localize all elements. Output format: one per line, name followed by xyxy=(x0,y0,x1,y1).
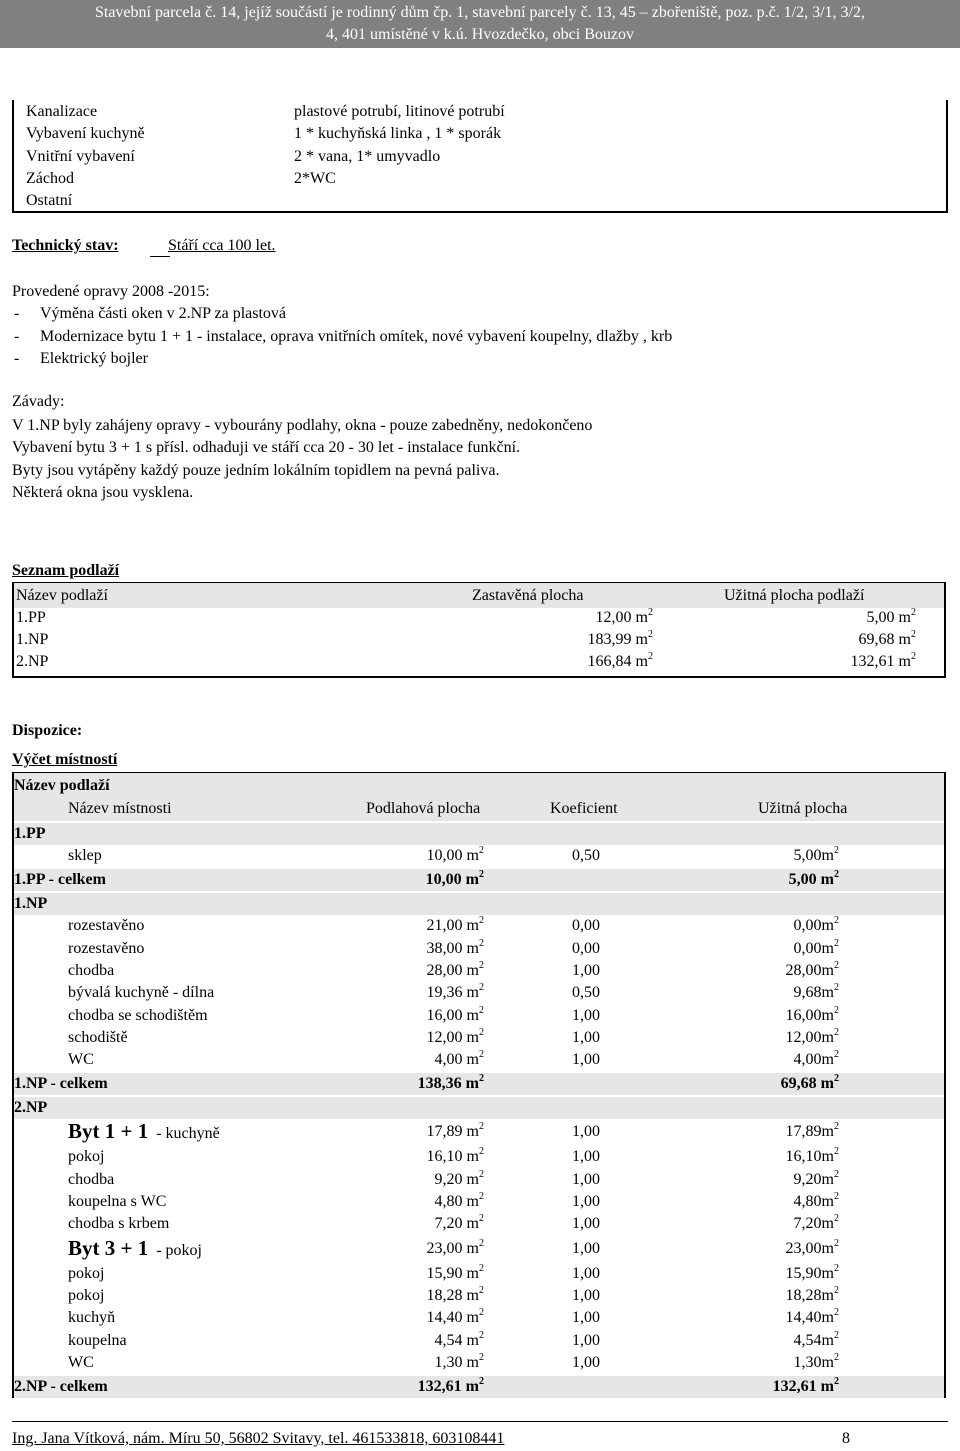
unit-superscript: 2 xyxy=(834,1168,839,1180)
room-coefficient: 1,00 xyxy=(572,1264,600,1282)
rooms-header-floor: Název podlaží xyxy=(14,777,110,794)
room-usable-area xyxy=(785,959,839,980)
room-name: WC xyxy=(68,1051,94,1069)
floor-built-area-text: 166,84 m xyxy=(587,653,648,670)
unit-superscript: 2 xyxy=(479,1262,484,1274)
room-usable-area-text: 28,00m xyxy=(785,961,834,979)
room-floor-area xyxy=(427,1123,484,1141)
room-name: bývalá kuchyně - dílna xyxy=(68,984,215,1002)
group-total-area-text: 132,61 m xyxy=(417,1378,479,1396)
room-usable-area xyxy=(786,1148,839,1166)
floors-header-usable: Užitná plocha podlaží xyxy=(724,587,865,604)
room-usable-area xyxy=(794,1215,839,1233)
unit-superscript: 2 xyxy=(479,1213,484,1225)
room-name: koupelna xyxy=(68,1331,127,1349)
rooms-header-area: Podlahová plocha xyxy=(366,800,481,817)
room-floor-area xyxy=(426,1262,484,1283)
room-usable-area-text: 16,10m xyxy=(785,1148,834,1166)
dispo-title: Dispozice: xyxy=(12,722,83,739)
defect-line: Některá okna jsou vysklena. xyxy=(12,483,194,501)
room-usable-area-text: 0,00m xyxy=(793,939,834,957)
rooms-header-room: Název místnosti xyxy=(68,800,172,817)
room-floor-area-text: 14,40 m xyxy=(426,1309,479,1327)
unit-superscript: 2 xyxy=(479,937,484,949)
room-usable-area xyxy=(793,1329,839,1350)
room-usable-area-text: 0,00m xyxy=(793,917,834,935)
room-floor-area-text: 10,00 m xyxy=(426,847,479,864)
room-floor-area xyxy=(434,1168,484,1189)
unit-superscript: 2 xyxy=(479,915,484,927)
room-coefficient: 1,00 xyxy=(572,1215,600,1233)
dispo-subtitle: Výčet místností xyxy=(12,751,118,768)
room-coefficient: 1,00 xyxy=(572,1170,600,1188)
room-name: kuchyň xyxy=(68,1309,116,1327)
group-total-usable xyxy=(781,1075,839,1093)
unit-superscript: 2 xyxy=(834,1191,839,1202)
room-name: chodba xyxy=(68,961,115,979)
room-floor-area-text: 19,36 m xyxy=(426,984,479,1002)
group-total-label: 1.NP - celkem xyxy=(14,1075,108,1093)
repairs-title: Provedené opravy 2008 -2015: xyxy=(12,283,210,300)
unit-superscript: 2 xyxy=(834,1146,839,1158)
room-floor-area xyxy=(426,1026,484,1047)
footer-text: Ing. Jana Vítková, nám. Míru 50, 56802 Svitavy, tel. 461533818, 603108441 xyxy=(12,1430,505,1447)
room-name: rozestavěno xyxy=(68,917,145,935)
table-border-left xyxy=(12,100,14,213)
unit-superscript: 2 xyxy=(834,1307,839,1319)
tech-state-value: Stáří cca 100 let. xyxy=(168,237,276,254)
tech-state-label: Technický stav: xyxy=(12,237,119,254)
floors-title: Seznam podlaží xyxy=(12,562,120,579)
unit-superscript: 2 xyxy=(479,1351,484,1363)
unit-superscript: 2 xyxy=(479,1073,484,1085)
room-coefficient: 1,00 xyxy=(572,1331,600,1349)
unit-superscript: 2 xyxy=(911,629,916,640)
defect-line: V 1.NP byly zahájeny opravy - vybourány podlahy, okna - pouze zabedněny, nedokončeno xyxy=(12,417,593,434)
room-floor-area-text: 15,90 m xyxy=(426,1264,479,1282)
room-floor-area-text: 1,30 m xyxy=(434,1353,479,1371)
unit-superscript: 2 xyxy=(834,1329,839,1341)
unit-superscript: 2 xyxy=(834,845,839,856)
equipment-label: Vybavení kuchyně xyxy=(26,125,145,143)
room-usable-area xyxy=(785,1262,839,1283)
room-usable-area xyxy=(794,1051,839,1069)
unit-superscript: 2 xyxy=(834,1351,839,1363)
group-total-usable-text: 5,00 m xyxy=(788,871,834,889)
rooms-border-right xyxy=(944,773,946,1397)
room-usable-area xyxy=(794,984,839,1002)
unit-superscript: 2 xyxy=(479,1329,484,1341)
unit-superscript: 2 xyxy=(834,1121,839,1133)
floor-built-area-text: 183,99 m xyxy=(587,631,648,648)
room-floor-area xyxy=(426,1237,484,1258)
room-usable-area-text: 4,00m xyxy=(793,1051,834,1069)
room-floor-area-text: 4,00 m xyxy=(434,1051,479,1069)
unit-superscript: 2 xyxy=(834,937,839,949)
room-coefficient: 0,50 xyxy=(572,984,600,1002)
room-floor-area-text: 16,00 m xyxy=(426,1006,479,1024)
group-total-area xyxy=(426,871,484,889)
room-coefficient: 0,50 xyxy=(572,847,600,864)
unit-superscript: 2 xyxy=(479,869,484,881)
room-name: koupelna s WC xyxy=(68,1193,167,1210)
room-floor-area-text: 18,28 m xyxy=(426,1286,479,1304)
unit-superscript: 2 xyxy=(834,915,839,927)
group-total-usable-text: 132,61 m xyxy=(772,1378,834,1396)
room-floor-area-text: 9,20 m xyxy=(434,1170,479,1188)
room-coefficient: 1,00 xyxy=(572,1006,600,1024)
floor-name: 2.NP xyxy=(16,653,49,670)
floors-header-name: Název podlaží xyxy=(16,587,108,604)
room-usable-area-text: 12,00m xyxy=(785,1028,834,1046)
room-usable-area xyxy=(785,1004,839,1025)
room-floor-area xyxy=(427,1309,484,1327)
group-total-usable-text: 69,68 m xyxy=(780,1075,834,1093)
room-usable-area-text: 14,40m xyxy=(785,1309,834,1327)
group-total-label: 2.NP - celkem xyxy=(14,1378,108,1396)
room-usable-area-text: 18,28m xyxy=(785,1286,834,1304)
room-usable-area-text: 9,68m xyxy=(793,984,834,1002)
floor-usable-area-text: 132,61 m xyxy=(850,653,911,670)
unit-superscript: 2 xyxy=(648,629,653,640)
room-name: WC xyxy=(68,1353,94,1371)
group-total-usable xyxy=(789,871,839,889)
unit-superscript: 2 xyxy=(834,982,839,994)
room-usable-area xyxy=(785,1026,839,1047)
room-usable-area xyxy=(786,1123,839,1141)
floor-built-area xyxy=(588,653,653,671)
unit-superscript: 2 xyxy=(479,959,484,971)
unit-superscript: 2 xyxy=(911,607,916,618)
room-floor-area xyxy=(427,1148,484,1166)
room-name: chodba s krbem xyxy=(68,1215,170,1233)
room-usable-area-text: 4,80m xyxy=(793,1193,834,1210)
room-floor-area xyxy=(435,1051,484,1069)
unit-superscript: 2 xyxy=(479,1049,484,1061)
footer-rule xyxy=(12,1421,948,1422)
room-usable-area xyxy=(793,1168,839,1189)
room-name-text: - kuchyně xyxy=(152,1125,220,1143)
floor-usable-area xyxy=(867,609,916,627)
room-name: sklep xyxy=(68,847,102,864)
group-total-usable xyxy=(773,1378,839,1396)
room-usable-area xyxy=(794,847,839,865)
group-name: 1.PP xyxy=(14,825,46,842)
room-usable-area-text: 1,30m xyxy=(793,1353,834,1371)
floors-top-rule xyxy=(12,582,946,583)
header-line-1: Stavební parcela č. 14, jejíž součástí je rodinný dům čp. 1, stavební parcely č. 13, 45 – zbořeniště, poz. p.č. 1/2, 3/1, 3/2, xyxy=(94,4,865,21)
defects-title: Závady: xyxy=(12,393,65,410)
room-coefficient: 1,00 xyxy=(572,1286,600,1304)
room-floor-area-text: 23,00 m xyxy=(426,1239,479,1257)
repair-item: Elektrický bojler xyxy=(40,350,148,367)
room-coefficient: 1,00 xyxy=(572,1193,600,1210)
room-usable-area xyxy=(793,937,839,958)
group-name: 2.NP xyxy=(14,1099,48,1117)
unit-superscript: 2 xyxy=(834,1073,839,1085)
unit-superscript: 2 xyxy=(479,1376,484,1388)
unit-superscript: 2 xyxy=(834,869,839,881)
floor-built-area xyxy=(596,609,653,627)
rooms-header-usable: Užitná plocha xyxy=(758,800,848,817)
room-floor-area-text: 28,00 m xyxy=(426,961,479,979)
equipment-label: Ostatní xyxy=(26,192,73,210)
group-header-bg xyxy=(14,1097,944,1119)
floor-usable-area-text: 69,68 m xyxy=(858,631,911,648)
room-name: schodiště xyxy=(68,1028,128,1046)
unit-superscript: 2 xyxy=(834,1026,839,1038)
room-floor-area-text: 4,54 m xyxy=(434,1331,479,1349)
room-usable-area-text: 16,00m xyxy=(785,1006,834,1024)
unit-superscript: 2 xyxy=(479,1191,484,1202)
room-floor-area xyxy=(435,1215,484,1233)
room-floor-area xyxy=(426,1004,484,1025)
room-name: rozestavěno xyxy=(68,939,145,957)
table-border-right xyxy=(946,100,948,213)
group-total-area xyxy=(418,1378,484,1396)
room-usable-area xyxy=(794,1193,839,1211)
unit-superscript: 2 xyxy=(834,1049,839,1061)
group-header-bg xyxy=(14,823,944,845)
floor-name: 1.NP xyxy=(16,631,49,648)
room-coefficient: 1,00 xyxy=(572,1028,600,1046)
group-total-area xyxy=(418,1075,484,1093)
unit-superscript: 2 xyxy=(479,1168,484,1180)
footer-page-number: 8 xyxy=(842,1430,850,1447)
floors-header-built: Zastavěná plocha xyxy=(472,587,584,604)
unit-superscript: 2 xyxy=(834,1237,839,1249)
room-name: pokoj xyxy=(68,1264,105,1282)
unit-superscript: 2 xyxy=(834,959,839,971)
equipment-value: 2*WC xyxy=(294,169,336,187)
repair-bullet: - xyxy=(14,350,20,367)
room-floor-area xyxy=(426,959,484,980)
room-name: chodba xyxy=(68,1170,115,1188)
unit-superscript: 2 xyxy=(479,1146,484,1158)
rooms-header-coef: Koeficient xyxy=(550,800,618,817)
group-total-area-text: 10,00 m xyxy=(425,871,479,889)
floors-border-left xyxy=(12,583,14,677)
room-usable-area xyxy=(786,1309,839,1327)
room-floor-area-text: 38,00 m xyxy=(426,939,479,957)
group-total-area-text: 138,36 m xyxy=(417,1075,479,1093)
floor-built-area-text: 12,00 m xyxy=(595,609,648,626)
room-name: chodba se schodištěm xyxy=(68,1006,208,1024)
page-header xyxy=(0,0,960,48)
unit-superscript: 2 xyxy=(911,651,916,662)
room-coefficient: 1,00 xyxy=(572,1148,600,1166)
defect-line: Byty jsou vytápěny každý pouze jedním lokálním topidlem na pevná paliva. xyxy=(12,461,500,479)
unit-superscript: 2 xyxy=(834,1284,839,1296)
apartment-label: Byt 1 + 1 xyxy=(68,1119,149,1144)
room-floor-area xyxy=(426,937,484,958)
room-coefficient: 0,00 xyxy=(572,917,600,935)
room-usable-area-text: 17,89m xyxy=(785,1123,834,1141)
group-total-label: 1.PP - celkem xyxy=(14,871,106,889)
room-floor-area-text: 21,00 m xyxy=(426,917,479,935)
room-usable-area xyxy=(793,1351,839,1372)
unit-superscript: 2 xyxy=(648,607,653,618)
room-coefficient: 0,00 xyxy=(572,939,600,957)
floor-usable-area xyxy=(851,653,916,671)
room-floor-area-text: 12,00 m xyxy=(426,1028,479,1046)
room-floor-area-text: 7,20 m xyxy=(434,1215,479,1233)
tech-underline-gap xyxy=(150,256,170,257)
room-usable-area-text: 4,54m xyxy=(793,1331,834,1349)
room-floor-area xyxy=(434,1351,484,1372)
equipment-value: plastové potrubí, litinové potrubí xyxy=(294,103,505,120)
unit-superscript: 2 xyxy=(479,1284,484,1296)
room-floor-area-text: 4,80 m xyxy=(434,1193,479,1210)
room-floor-area-text: 16,10 m xyxy=(426,1148,479,1166)
header-line-2: 4, 401 umístěné v k.ú. Hvozdečko, obci Bouzov xyxy=(326,26,634,43)
room-coefficient: 1,00 xyxy=(572,1051,600,1069)
room-usable-area-text: 23,00m xyxy=(785,1239,834,1257)
room-usable-area xyxy=(785,1284,839,1305)
unit-superscript: 2 xyxy=(648,651,653,662)
room-floor-area xyxy=(427,847,484,865)
repair-item: Modernizace bytu 1 + 1 - instalace, oprava vnitřních omítek, nové vybavení koupelny, dlažby , krb xyxy=(40,327,673,345)
unit-superscript: 2 xyxy=(834,1376,839,1388)
room-usable-area-text: 9,20m xyxy=(793,1170,834,1188)
floor-usable-area-text: 5,00 m xyxy=(866,609,911,626)
room-floor-area xyxy=(427,917,484,935)
room-floor-area xyxy=(426,1284,484,1305)
room-floor-area xyxy=(434,1329,484,1350)
unit-superscript: 2 xyxy=(479,845,484,856)
room-usable-area-text: 7,20m xyxy=(793,1215,834,1233)
apartment-label: Byt 3 + 1 xyxy=(68,1235,149,1260)
equipment-value: 1 * kuchyňská linka , 1 * sporák xyxy=(294,125,502,143)
unit-superscript: 2 xyxy=(834,1262,839,1274)
table-border-bottom xyxy=(12,211,948,213)
floor-built-area xyxy=(588,631,653,649)
equipment-label: Kanalizace xyxy=(26,103,98,120)
equipment-label: Vnitřní vybavení xyxy=(26,147,135,165)
room-floor-area xyxy=(435,1193,484,1211)
room-coefficient: 1,00 xyxy=(572,1353,600,1371)
room-coefficient: 1,00 xyxy=(572,1239,600,1257)
unit-superscript: 2 xyxy=(479,1307,484,1319)
floors-border-right xyxy=(944,583,946,677)
floor-name: 1.PP xyxy=(16,609,46,626)
floor-usable-area xyxy=(859,631,916,649)
group-header-bg xyxy=(14,893,944,915)
unit-superscript: 2 xyxy=(479,1004,484,1016)
unit-superscript: 2 xyxy=(479,1237,484,1249)
room-usable-area xyxy=(794,917,839,935)
unit-superscript: 2 xyxy=(834,1213,839,1225)
room-usable-area xyxy=(785,1237,839,1258)
unit-superscript: 2 xyxy=(834,1004,839,1016)
room-usable-area-text: 15,90m xyxy=(785,1264,834,1282)
room-name xyxy=(68,1236,202,1261)
room-name: pokoj xyxy=(68,1148,105,1166)
room-name-text: - pokoj xyxy=(152,1241,202,1259)
room-coefficient: 1,00 xyxy=(572,1123,600,1141)
unit-superscript: 2 xyxy=(479,1121,484,1133)
room-floor-area xyxy=(427,984,484,1002)
equipment-value: 2 * vana, 1* umyvadlo xyxy=(294,147,441,165)
repair-bullet: - xyxy=(14,305,20,322)
room-floor-area-text: 17,89 m xyxy=(426,1123,479,1141)
room-name xyxy=(68,1119,220,1144)
floors-border-bottom xyxy=(12,676,946,678)
repair-bullet: - xyxy=(14,327,20,345)
room-coefficient: 1,00 xyxy=(572,1309,600,1327)
room-usable-area-text: 5,00m xyxy=(793,847,834,864)
unit-superscript: 2 xyxy=(479,982,484,994)
repair-item: Výměna části oken v 2.NP za plastová xyxy=(40,305,287,322)
group-name: 1.NP xyxy=(14,895,48,913)
room-coefficient: 1,00 xyxy=(572,961,600,979)
equipment-label: Záchod xyxy=(26,169,74,187)
defect-line: Vybavení bytu 3 + 1 s přísl. odhaduji ve stáří cca 20 - 30 let - instalace funkční. xyxy=(12,439,521,457)
unit-superscript: 2 xyxy=(479,1026,484,1038)
room-name: pokoj xyxy=(68,1286,105,1304)
